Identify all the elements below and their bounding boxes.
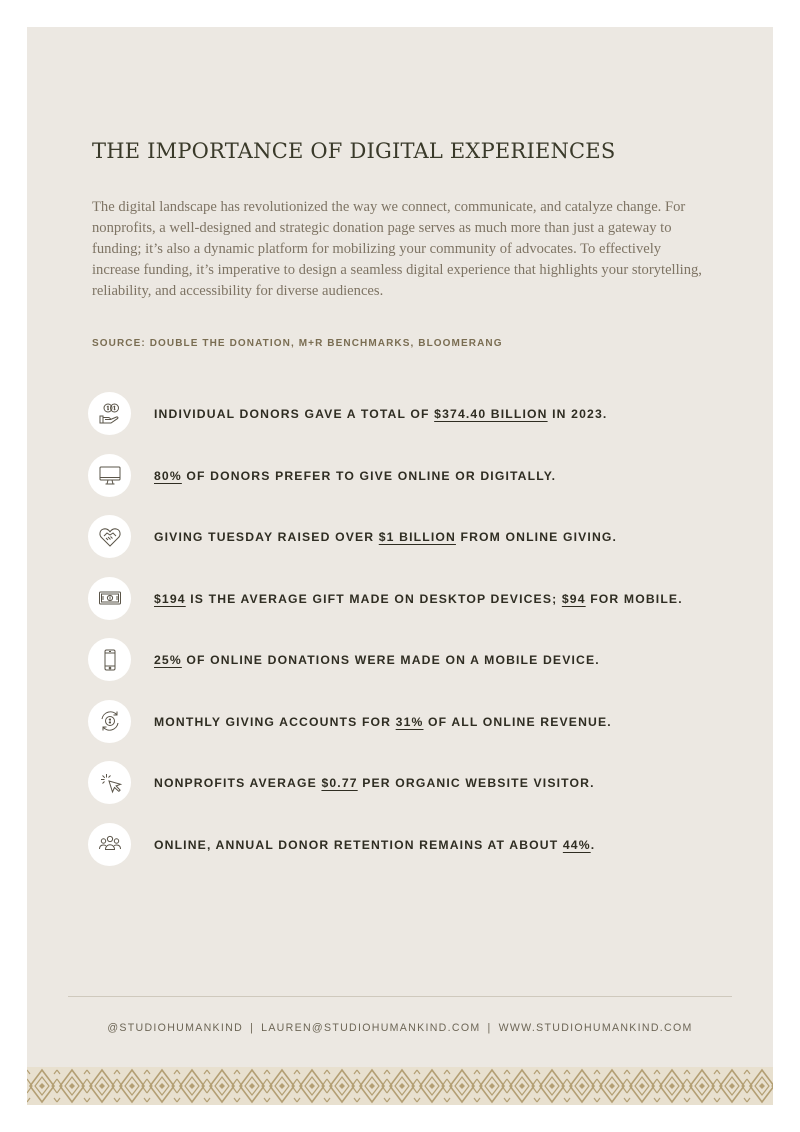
stat-highlight: $94 xyxy=(561,591,586,606)
money-hand-icon xyxy=(88,392,131,435)
heart-handshake-icon xyxy=(88,515,131,558)
stat-item xyxy=(88,700,748,762)
stat-text-part: PER ORGANIC WEBSITE VISITOR. xyxy=(357,776,595,790)
stat-highlight: $374.40 BILLION xyxy=(434,407,548,421)
stat-text-part: NONPROFITS AVERAGE xyxy=(154,776,322,790)
decorative-diamond-pattern xyxy=(27,1067,773,1105)
cash-bill-icon xyxy=(88,577,131,620)
desktop-monitor-icon xyxy=(88,454,131,497)
stat-text xyxy=(154,776,595,790)
stat-highlight: 44% xyxy=(562,837,591,852)
stat-text-part: ONLINE, ANNUAL DONOR RETENTION REMAINS AT ABOUT xyxy=(154,837,563,852)
stat-text-part: IN 2023. xyxy=(547,407,608,421)
source-line: SOURCE: DOUBLE THE DONATION, M+R BENCHMARKS, BLOOMERANG xyxy=(92,338,503,349)
stat-highlight: $1 BILLION xyxy=(378,530,456,544)
stat-item xyxy=(88,577,748,639)
stat-text-part: . xyxy=(590,837,596,852)
stat-item xyxy=(88,454,748,516)
footer-separator: | xyxy=(487,1022,492,1034)
footer-separator: | xyxy=(250,1022,255,1034)
stat-item xyxy=(88,392,748,454)
community-group-icon xyxy=(88,823,131,866)
stat-text xyxy=(154,407,607,421)
stat-item xyxy=(88,515,748,577)
stats-list xyxy=(88,392,748,884)
stat-text-part: MONTHLY GIVING ACCOUNTS FOR xyxy=(154,714,396,729)
stat-text xyxy=(154,592,683,606)
stat-text xyxy=(154,838,595,852)
stat-text xyxy=(154,715,612,729)
stat-item xyxy=(88,823,748,885)
stat-text xyxy=(154,530,617,544)
stat-item xyxy=(88,761,748,823)
stat-highlight: $194 xyxy=(154,591,186,606)
stat-text-part: OF DONORS PREFER TO GIVE ONLINE OR DIGITALLY. xyxy=(181,468,557,483)
intro-paragraph: The digital landscape has revolutionized the way we connect, communicate, and catalyze change. For nonprofits, a well-designed and strategic donation page serves as much more than just a gateway to funding; it’s also a dynamic platform for mobilizing your community of advocates. To effectively increase funding, it’s imperative to design a seamless digital experience that highlights your storytelling, reliability, and accessibility for diverse audiences. xyxy=(92,199,702,299)
footer-social-handle[interactable]: @STUDIOHUMANKIND xyxy=(107,1022,244,1034)
stat-item xyxy=(88,638,748,700)
mobile-phone-icon xyxy=(88,638,131,681)
footer-divider xyxy=(68,996,732,997)
cursor-click-icon xyxy=(88,761,131,804)
stat-text-part: OF ALL ONLINE REVENUE. xyxy=(423,714,612,729)
footer-email-link[interactable]: LAUREN@STUDIOHUMANKIND.COM xyxy=(261,1022,481,1034)
stat-highlight: 25% xyxy=(154,653,182,667)
stat-text xyxy=(154,653,600,667)
stat-highlight: 31% xyxy=(395,714,424,729)
stat-text-part: INDIVIDUAL DONORS GAVE A TOTAL OF xyxy=(154,407,435,421)
stat-text-part: FROM ONLINE GIVING. xyxy=(455,530,618,544)
recurring-dollar-icon xyxy=(88,700,131,743)
stat-text-part: IS THE AVERAGE GIFT MADE ON DESKTOP DEVICES; xyxy=(185,591,562,606)
footer-website-link[interactable]: WWW.STUDIOHUMANKIND.COM xyxy=(498,1022,693,1034)
stat-text-part: GIVING TUESDAY RAISED OVER xyxy=(154,530,379,544)
footer-contact xyxy=(27,1022,773,1034)
document-page xyxy=(27,27,773,1105)
stat-highlight: $0.77 xyxy=(321,776,358,790)
page-title: THE IMPORTANCE OF DIGITAL EXPERIENCES xyxy=(92,139,616,163)
stat-text-part: OF ONLINE DONATIONS WERE MADE ON A MOBILE DEVICE. xyxy=(181,653,600,667)
stat-highlight: 80% xyxy=(154,468,182,483)
stat-text-part: FOR MOBILE. xyxy=(585,591,683,606)
stat-text xyxy=(154,469,556,483)
